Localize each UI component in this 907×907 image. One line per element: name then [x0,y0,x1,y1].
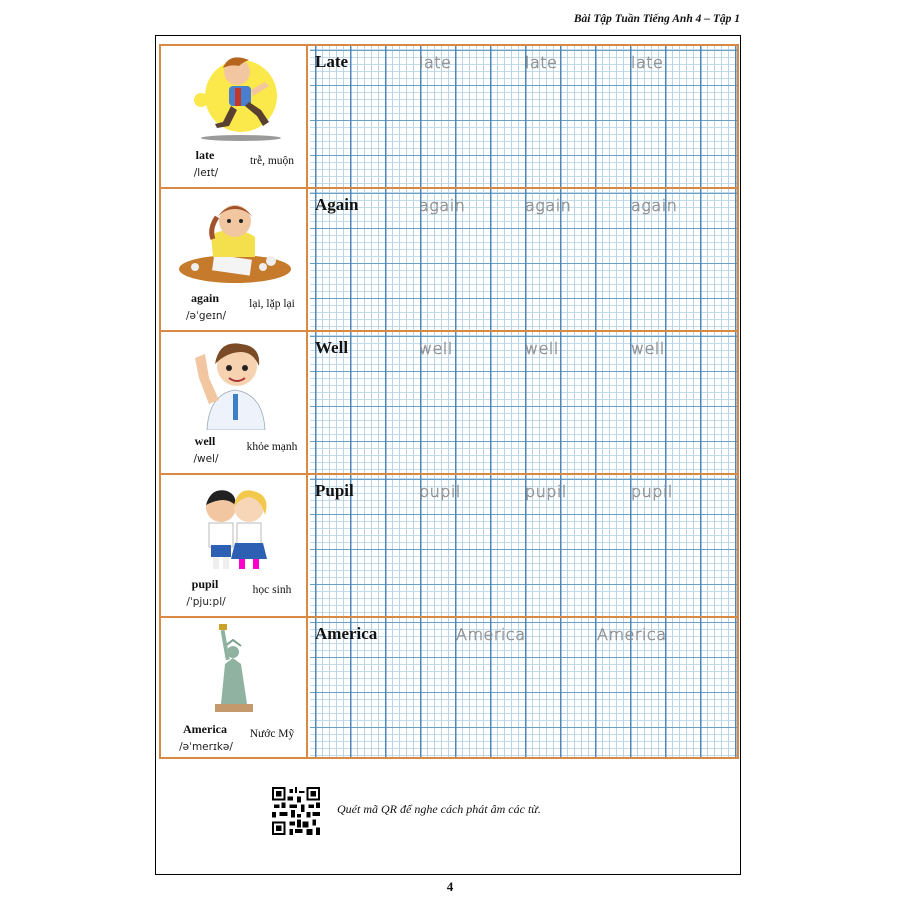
trace-word: well [631,339,665,358]
handwriting-grid[interactable] [310,46,737,187]
model-word: Well [315,338,349,357]
trace-word: pupil [419,482,461,501]
vocab-meaning: Nước Mỹ [249,728,295,740]
trace-word: late [525,53,558,72]
vocab-row-pupil [161,475,737,618]
vocab-phonetic: /əˈmerɪkə/ [179,741,233,753]
vocab-word: well [194,434,216,448]
vocabulary-table [159,44,739,759]
statue-of-liberty-icon [179,624,291,716]
handwriting-grid[interactable] [310,332,737,473]
handwriting-grid[interactable] [310,475,737,616]
vocab-row-late [161,46,737,189]
page-number: 4 [446,879,454,894]
two-pupils-icon [179,481,291,573]
vocab-word: pupil [191,577,219,591]
trace-word: America [597,625,667,644]
trace-word: pupil [525,482,567,501]
vocab-meaning: học sinh [252,584,292,596]
trace-word: again [525,196,572,215]
model-word: Late [315,52,349,71]
handwriting-grid[interactable] [310,618,737,757]
vocab-word: America [183,722,227,736]
trace-word: again [631,196,678,215]
vocab-phonetic: /leɪt/ [193,167,219,179]
vocab-meaning: trễ, muộn [249,155,295,167]
running-boy-icon [179,52,291,144]
vocab-card [161,46,308,187]
vocab-word: again [190,291,219,305]
vocab-phonetic: /əˈgeɪn/ [185,310,227,322]
girl-writing-icon [179,195,291,287]
vocab-meaning: khỏe mạnh [246,441,298,453]
vocab-card [161,189,308,330]
trace-word: pupil [631,482,673,501]
trace-word: well [525,339,559,358]
vocab-card [161,618,308,757]
vocab-phonetic: /wel/ [193,453,219,465]
model-word: America [315,624,378,643]
trace-word: late [631,53,664,72]
book-title: Bài Tập Tuần Tiếng Anh 4 – Tập 1 [573,13,740,25]
handwriting-grid[interactable] [310,189,737,330]
trace-word: well [419,339,453,358]
trace-word: America [456,625,526,644]
vocab-card [161,475,308,616]
vocab-card [161,332,308,473]
trace-word: again [419,196,466,215]
vocab-word: late [195,148,215,162]
vocab-phonetic: /ˈpjuːpl/ [186,596,226,608]
vocab-row-again [161,189,737,332]
vocab-row-well [161,332,737,475]
qr-code-icon[interactable] [272,787,320,835]
model-word: Again [315,195,359,214]
vocab-row-america [161,618,737,757]
vocab-meaning: lại, lặp lại [249,298,295,310]
trace-word: late [419,53,452,72]
qr-caption: Quét mã QR để nghe cách phát âm các từ. [337,802,541,816]
strong-boy-icon [179,338,291,430]
model-word: Pupil [315,481,354,500]
